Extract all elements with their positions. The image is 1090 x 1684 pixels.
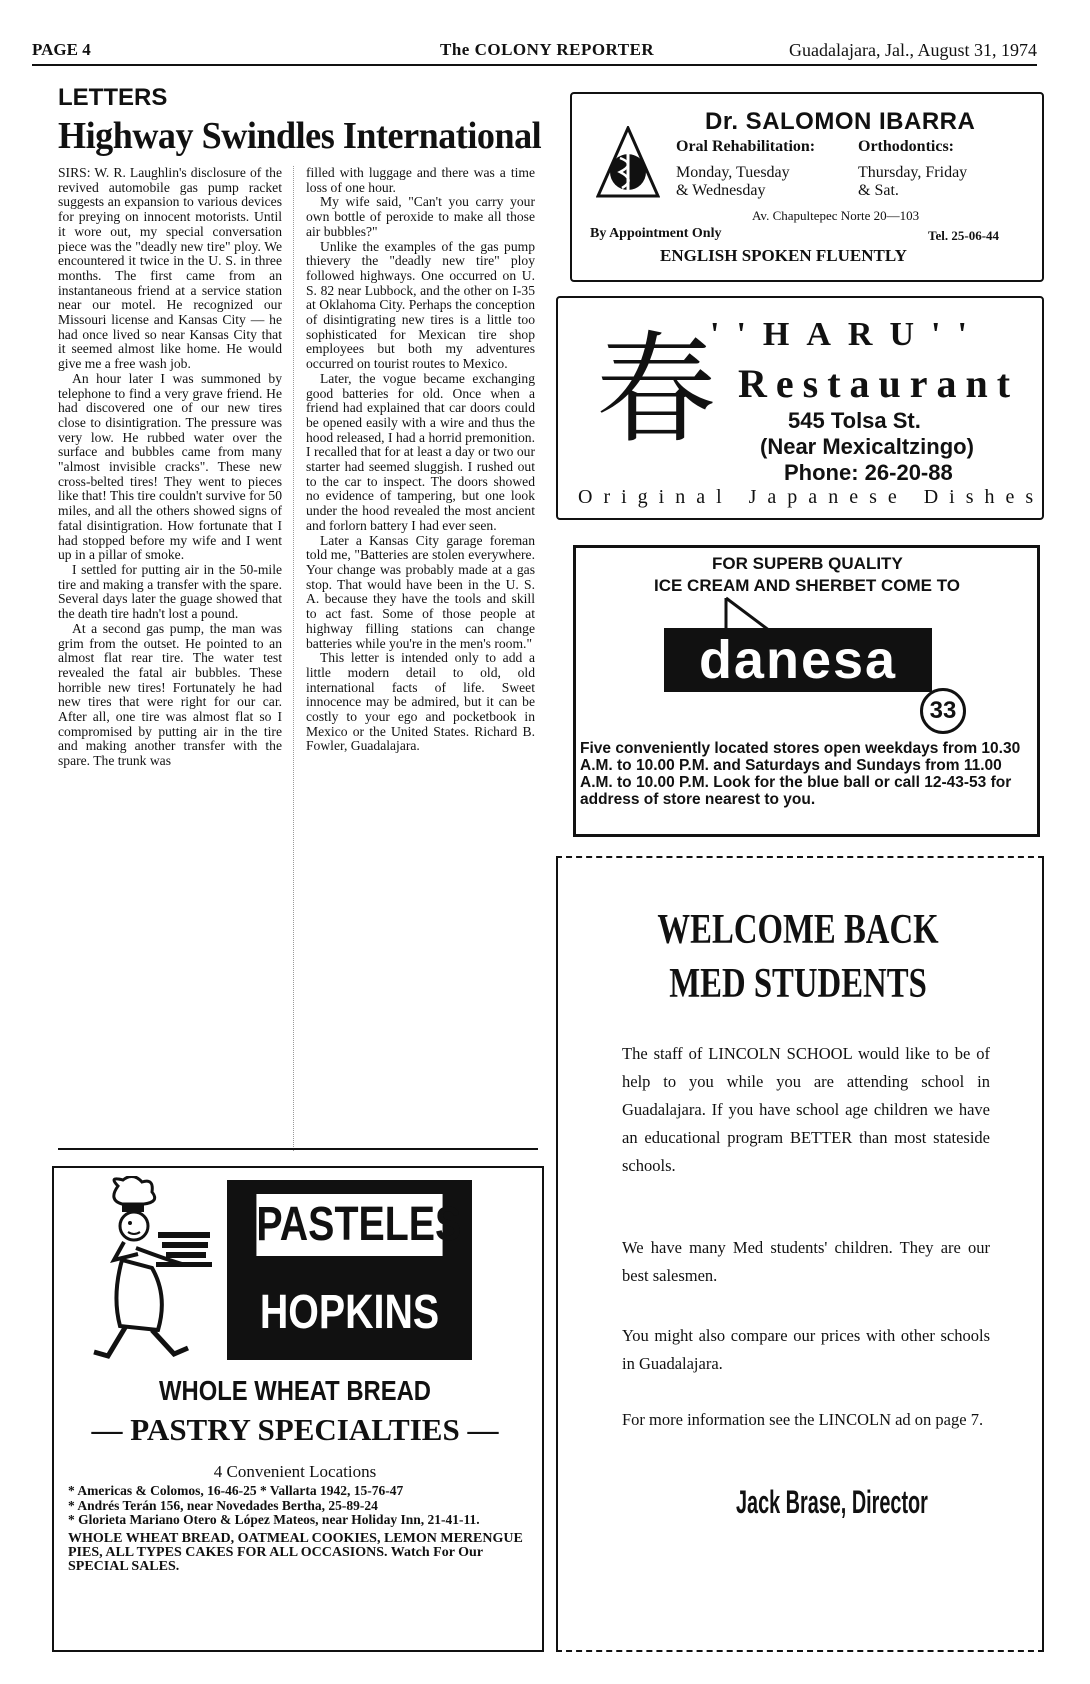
danesa-line-2: ICE CREAM AND SHERBET COME TO (654, 576, 961, 595)
specialty-left: Oral Rehabilitation: (676, 138, 816, 155)
article-column-2 (306, 166, 535, 754)
newspaper-name: The COLONY REPORTER (440, 40, 655, 59)
days-left-1: Monday, Tuesday (676, 164, 790, 181)
masthead (32, 38, 1037, 66)
danesa-line-1: FOR SUPERB QUALITY (712, 554, 903, 573)
products-list: WHOLE WHEAT BREAD, OATMEAL COOKIES, LEMON MERENGUE PIES, ALL TYPES CAKES FOR ALL OCCASIONS. Watch For Our SPECIAL SALES. (68, 1530, 523, 1574)
article-column-1 (58, 166, 282, 769)
paragraph: An hour later I was summoned by telephone to find a very grave friend. He had discovered one of our new tires close to disintigration. The pressure was very low. He rubbed water over the surface and bubbles came from many "almost invisible cracks". These new cross-belted tires! They went to pieces like that! This tire couldn't survive for 50 miles, and all the others showed signs of fatal disintigration. How fortunate that I had stopped before my wife and I went up in a pillar of smoke. (58, 370, 282, 563)
english-spoken: ENGLISH SPOKEN FLUENTLY (660, 246, 907, 265)
paragraph: I settled for putting air in the 50-mile tire and making a transfer with the spare. Several days later the guage showed that the death tire hadn't lost a pound. (58, 561, 282, 622)
locations-title: 4 Convenient Locations (213, 1462, 377, 1481)
caduceus-icon (596, 126, 660, 200)
restaurant-address: 545 Tolsa St. (788, 408, 921, 433)
lincoln-heading-2: MED STUDENTS (669, 961, 927, 1007)
restaurant-near: (Near Mexicaltzingo) (760, 434, 974, 459)
pastry-specialties-line: — PASTRY SPECIALTIES — (91, 1412, 499, 1447)
paragraph: My wife said, "Can't you carry your own bottle of peroxide to make all those air bubbles?" (306, 194, 535, 239)
article-end-rule (58, 1148, 538, 1150)
days-right-2: & Sat. (858, 182, 899, 199)
page-number: PAGE 4 (32, 40, 91, 59)
hopkins-word: HOPKINS (259, 1286, 440, 1339)
paragraph: filled with luggage and there was a time loss of one hour. (306, 165, 535, 195)
days-left-2: & Wednesday (676, 182, 766, 199)
pasteles-word: PASTELES (256, 1194, 442, 1256)
location-item: * Glorieta Mariano Otero & López Mateos, near Holiday Inn, 21-41-11. (68, 1512, 480, 1527)
restaurant-label: Restaurant (738, 361, 1020, 406)
baker-illustration-icon (78, 1176, 218, 1366)
danesa-33-badge: 33 (920, 688, 966, 734)
column-divider (293, 166, 295, 1151)
haru-kanji-logo: 春 (596, 321, 716, 460)
doctor-phone: Tel. 25-06-44 (928, 228, 1000, 243)
restaurant-name: ''HARU'' (710, 316, 984, 353)
paragraph: This letter is intended only to add a little modern detail to old, old international facts of life. Sweet innocence may be admired, but it can be costly to your ego and pocketbook in Mexico or the United States. Richard B. Fowler, Guadalajara. (306, 650, 535, 754)
location-item: * Andrés Terán 156, near Novedades Bertha, 25-89-24 (68, 1497, 378, 1513)
doctor-name: Dr. SALOMON IBARRA (705, 108, 976, 135)
paragraph: Later a Kansas City garage foreman told me, "Batteries are stolen everywhere. Your change was probably made at a gas stop. That would have been in the U. S. A. because they have the tools and skill to act fast. Some of those people at highway filling stations can change batteries while you're in the men's room." (306, 532, 535, 651)
lincoln-paragraph-3: You might also compare our prices with other schools in Guadalajara. (622, 1326, 990, 1373)
whole-wheat-bread-line: WHOLE WHEAT BREAD (159, 1375, 431, 1406)
danesa-logo: danesa (664, 628, 932, 692)
lincoln-paragraph-2: We have many Med students' children. They are our best salesmen. (622, 1238, 990, 1285)
dateline: Guadalajara, Jal., August 31, 1974 (789, 40, 1037, 60)
section-label: LETTERS (58, 84, 168, 111)
article-headline: Highway Swindles International (58, 115, 542, 157)
lincoln-heading-1: WELCOME BACK (657, 907, 939, 953)
danesa-body: Five conveniently located stores open weekdays from 10.30 A.M. to 10.00 P.M. and Saturdays and Sundays from 11.00 A.M. to 10.00 P.M. Look for the blue ball or call 12-43-53 for address of store nearest to you. (580, 740, 1021, 808)
locations-list (68, 1484, 526, 1574)
days-right-1: Thursday, Friday (858, 164, 968, 181)
location-item: * Americas & Colomos, 16-46-25 * Vallarta 1942, 15-76-47 (68, 1483, 404, 1498)
lincoln-signature: Jack Brase, Director (736, 1484, 928, 1520)
paragraph: At a second gas pump, the man was grim from the outset. He pointed to an almost flat rear tire. The water test revealed the fatal air bubbles. These horrible new tires! Fortunately he had new tires that were right for our car. After all, one tire was almost flat so I compromised by putting air in the tire and making another transfer with the spare. The trunk was (58, 620, 282, 769)
paragraph: Later, the vogue became exchanging good batteries for old. Once when a friend had explained that car doors could be opened easily with a wire and thus the hood released, I had a horrid premonition. I recalled that for at least a day or two our starter had seemed sluggish. I rushed out to the car to inspect. The doors showed no evidence of tampering, but one look under the hood revealed the most ancient and forlorn battery I had ever seen. (306, 370, 535, 533)
restaurant-phone: Phone: 26-20-88 (784, 460, 953, 485)
appointment-note: By Appointment Only (590, 226, 722, 241)
specialty-right: Orthodontics: (858, 138, 954, 155)
paragraph: SIRS: W. R. Laughlin's disclosure of the revived automobile gas pump racket suggests an expansion to various devices for preying on innocent motorists. Until it wore out, my special conversation piece was the "deadly new tire" ploy. We encountered it twice in the U. S. in three months. The first came from an instantaneous friend at a service station near our motel. He recognized our Missouri license and Kansas City — he had once lived so near Kansas City that it seemed almost like home. He would give me a free wash job. (58, 165, 282, 372)
lincoln-paragraph-4: For more information see the LINCOLN ad on page 7. (622, 1410, 984, 1429)
restaurant-tagline: Original Japanese Dishes (578, 486, 1045, 508)
paragraph: Unlike the examples of the gas pump thievery the "deadly new tire" ploy followed highways. One occurred on U. S. 82 near Lubbock, and the other on I-35 at Oklahoma City. Perhaps the conception of disintigrating new tires is a little too sophisticated for Mexican tire shop employees but both my adventures occurred on tourist routes to Mexico. (306, 238, 535, 372)
lincoln-paragraph-1: The staff of LINCOLN SCHOOL would like to be of help to you while you are attending school in Guadalajara. If you have school age children we have an educational program BETTER than most stateside schools. (622, 1044, 990, 1175)
doctor-address: Av. Chapultepec Norte 20—103 (752, 208, 920, 223)
